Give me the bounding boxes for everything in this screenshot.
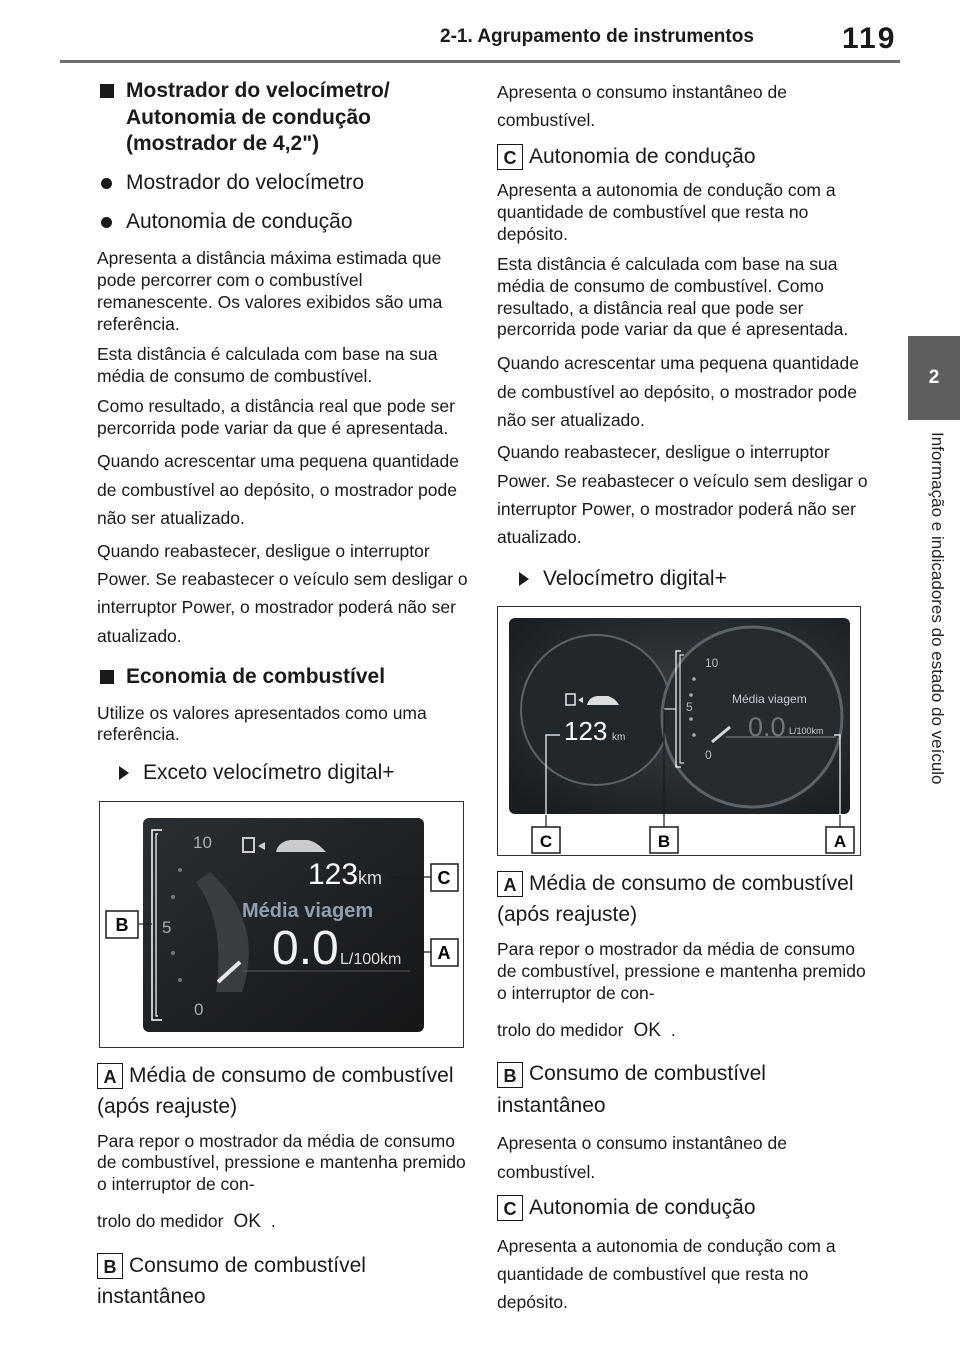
subheading-text: Velocímetro digital+ xyxy=(543,566,727,590)
label-text: Autonomia de condução xyxy=(529,144,756,168)
paragraph: Apresenta o consumo instantâneo de combustível. xyxy=(497,1133,787,1182)
paragraph: Apresenta a distância máxima estimada que pode percorrer com o combustível remanescente. Os valores exibidos são uma referência. xyxy=(97,248,443,335)
label-text: Autonomia de condução xyxy=(529,1196,756,1220)
paragraph-text: . xyxy=(270,1211,276,1232)
range-value: 123 xyxy=(308,857,359,891)
letter-box: A xyxy=(497,871,523,897)
consumption-value: 0.0 xyxy=(272,921,339,975)
item-label-b xyxy=(97,1250,469,1313)
paragraph: Quando acrescentar uma pequena quantidade de combustível ao depósito, o mostrador pode não ser atualizado. xyxy=(97,451,459,529)
heading-fuel-economy xyxy=(97,664,469,691)
item-label-b xyxy=(497,1058,869,1121)
subheading-text: Exceto velocímetro digital+ xyxy=(143,761,395,785)
callout-a-label: A xyxy=(437,942,451,963)
paragraph: Quando acrescentar uma pequena quantidade de combustível ao depósito, o mostrador pode não ser atualizado. xyxy=(497,353,859,430)
paragraph: Apresenta a autonomia de condução com a quantidade de combustível que resta no depósito. xyxy=(497,1235,836,1313)
scale-0: 0 xyxy=(705,747,712,762)
left-column xyxy=(97,78,469,1321)
label-text: Média de consumo de combustível (após reajuste) xyxy=(497,871,854,927)
triangle-bullet-icon xyxy=(519,572,529,586)
section-title: 2-1. Agrupamento de instrumentos xyxy=(440,26,754,47)
page-number: 119 xyxy=(842,22,897,55)
subheading xyxy=(519,566,869,592)
callout-a-label: A xyxy=(833,831,847,851)
item-label-a xyxy=(97,1060,469,1123)
paragraph: Apresenta o consumo instantâneo de combustível. xyxy=(497,82,787,131)
paragraph xyxy=(97,1210,469,1234)
heading-speedometer-display xyxy=(97,78,469,158)
square-bullet-icon xyxy=(100,670,114,684)
bullet-dot-icon xyxy=(101,217,112,228)
ok-switch-symbol: OK xyxy=(233,1211,261,1233)
callout-c-label: C xyxy=(539,831,553,851)
scale-5: 5 xyxy=(162,917,172,937)
callout-c-label: C xyxy=(437,867,451,888)
heading-text: Economia de combustível xyxy=(126,664,386,688)
paragraph: Apresenta a autonomia de condução com a quantidade de combustível que resta no depósito. xyxy=(497,180,836,244)
header-rule xyxy=(60,60,900,63)
paragraph: Esta distância é calculada com base na sua média de consumo de combustível. Como resultado, a distância real que pode ser percorrida pode variar da que é apresentada. xyxy=(497,253,849,340)
letter-box: A xyxy=(97,1063,123,1089)
paragraph: Para repor o mostrador da média de consumo de combustível, pressione e mantenha premido o interruptor de con- xyxy=(97,1130,466,1195)
ok-switch-symbol: OK xyxy=(633,1019,661,1041)
range-unit: km xyxy=(358,867,382,888)
left-dial xyxy=(521,635,671,785)
range-unit: km xyxy=(612,731,626,743)
paragraph: Como resultado, a distância real que pode ser percorrida pode variar da que é apresentada. xyxy=(97,395,455,438)
right-column xyxy=(497,78,869,1321)
letter-box: B xyxy=(97,1253,123,1279)
chapter-tab xyxy=(908,336,960,420)
letter-box: C xyxy=(497,1195,523,1221)
paragraph-text: trolo do medidor xyxy=(97,1211,224,1232)
meter-display-illustration xyxy=(100,802,463,1047)
item-label-a xyxy=(497,868,869,931)
bullet-item xyxy=(97,209,469,235)
scale-0: 0 xyxy=(194,999,204,1019)
chapter-number: 2 xyxy=(928,367,940,388)
scale-10: 10 xyxy=(705,655,719,670)
callout-b-label: B xyxy=(657,831,671,851)
range-value: 123 xyxy=(564,715,608,746)
figure-digital-speedometer xyxy=(497,606,861,856)
paragraph: Esta distância é calculada com base na sua média de consumo de combustível. xyxy=(97,343,438,386)
consumption-unit: L/100km xyxy=(789,725,824,736)
consumption-unit: L/100km xyxy=(340,950,402,968)
label-text: Consumo de combustível instantâneo xyxy=(97,1253,366,1309)
bullet-dot-icon xyxy=(101,178,112,189)
label-text: Média de consumo de combustível (após reajuste) xyxy=(97,1063,454,1119)
paragraph: Para repor o mostrador da média de consumo de combustível, pressione e mantenha premido o interruptor de con- xyxy=(497,938,866,1003)
letter-box: C xyxy=(497,144,523,170)
trip-average-label: Média viagem xyxy=(732,691,807,706)
consumption-value: 0.0 xyxy=(748,711,786,742)
heading-text: Mostrador do velocímetro/ Autonomia de condução (mostrador de 4,2") xyxy=(126,79,390,156)
scale-10: 10 xyxy=(193,832,212,852)
bullet-text: Mostrador do velocímetro xyxy=(126,170,365,194)
item-label-c xyxy=(497,141,869,173)
figure-meter-display xyxy=(99,801,464,1048)
scale-5: 5 xyxy=(686,699,693,714)
subheading xyxy=(119,760,469,786)
chapter-title: Informação e indicadores do estado do veículo xyxy=(928,432,947,785)
paragraph: Quando reabastecer, desligue o interruptor Power. Se reabastecer o veículo sem desligar o interruptor Power, o mostrador poderá não ser atualizado. xyxy=(97,540,468,646)
paragraph: Quando reabastecer, desligue o interruptor Power. Se reabastecer o veículo sem desligar o interruptor Power, o mostrador poderá não ser atualizado. xyxy=(497,442,868,548)
paragraph-text: trolo do medidor xyxy=(497,1019,624,1040)
paragraph-text: . xyxy=(670,1019,676,1040)
paragraph: Utilize os valores apresentados como uma referência. xyxy=(97,702,427,745)
paragraph xyxy=(497,1019,869,1043)
triangle-bullet-icon xyxy=(119,766,129,780)
letter-box: B xyxy=(497,1062,523,1088)
label-text: Consumo de combustível instantâneo xyxy=(497,1062,766,1117)
bullet-text: Autonomia de condução xyxy=(126,210,353,234)
item-label-c xyxy=(497,1192,869,1224)
digital-meter-illustration xyxy=(498,607,860,855)
square-bullet-icon xyxy=(100,84,114,98)
trip-average-label: Média viagem xyxy=(242,899,374,922)
bullet-item xyxy=(97,170,469,196)
callout-b-label: B xyxy=(115,914,129,935)
